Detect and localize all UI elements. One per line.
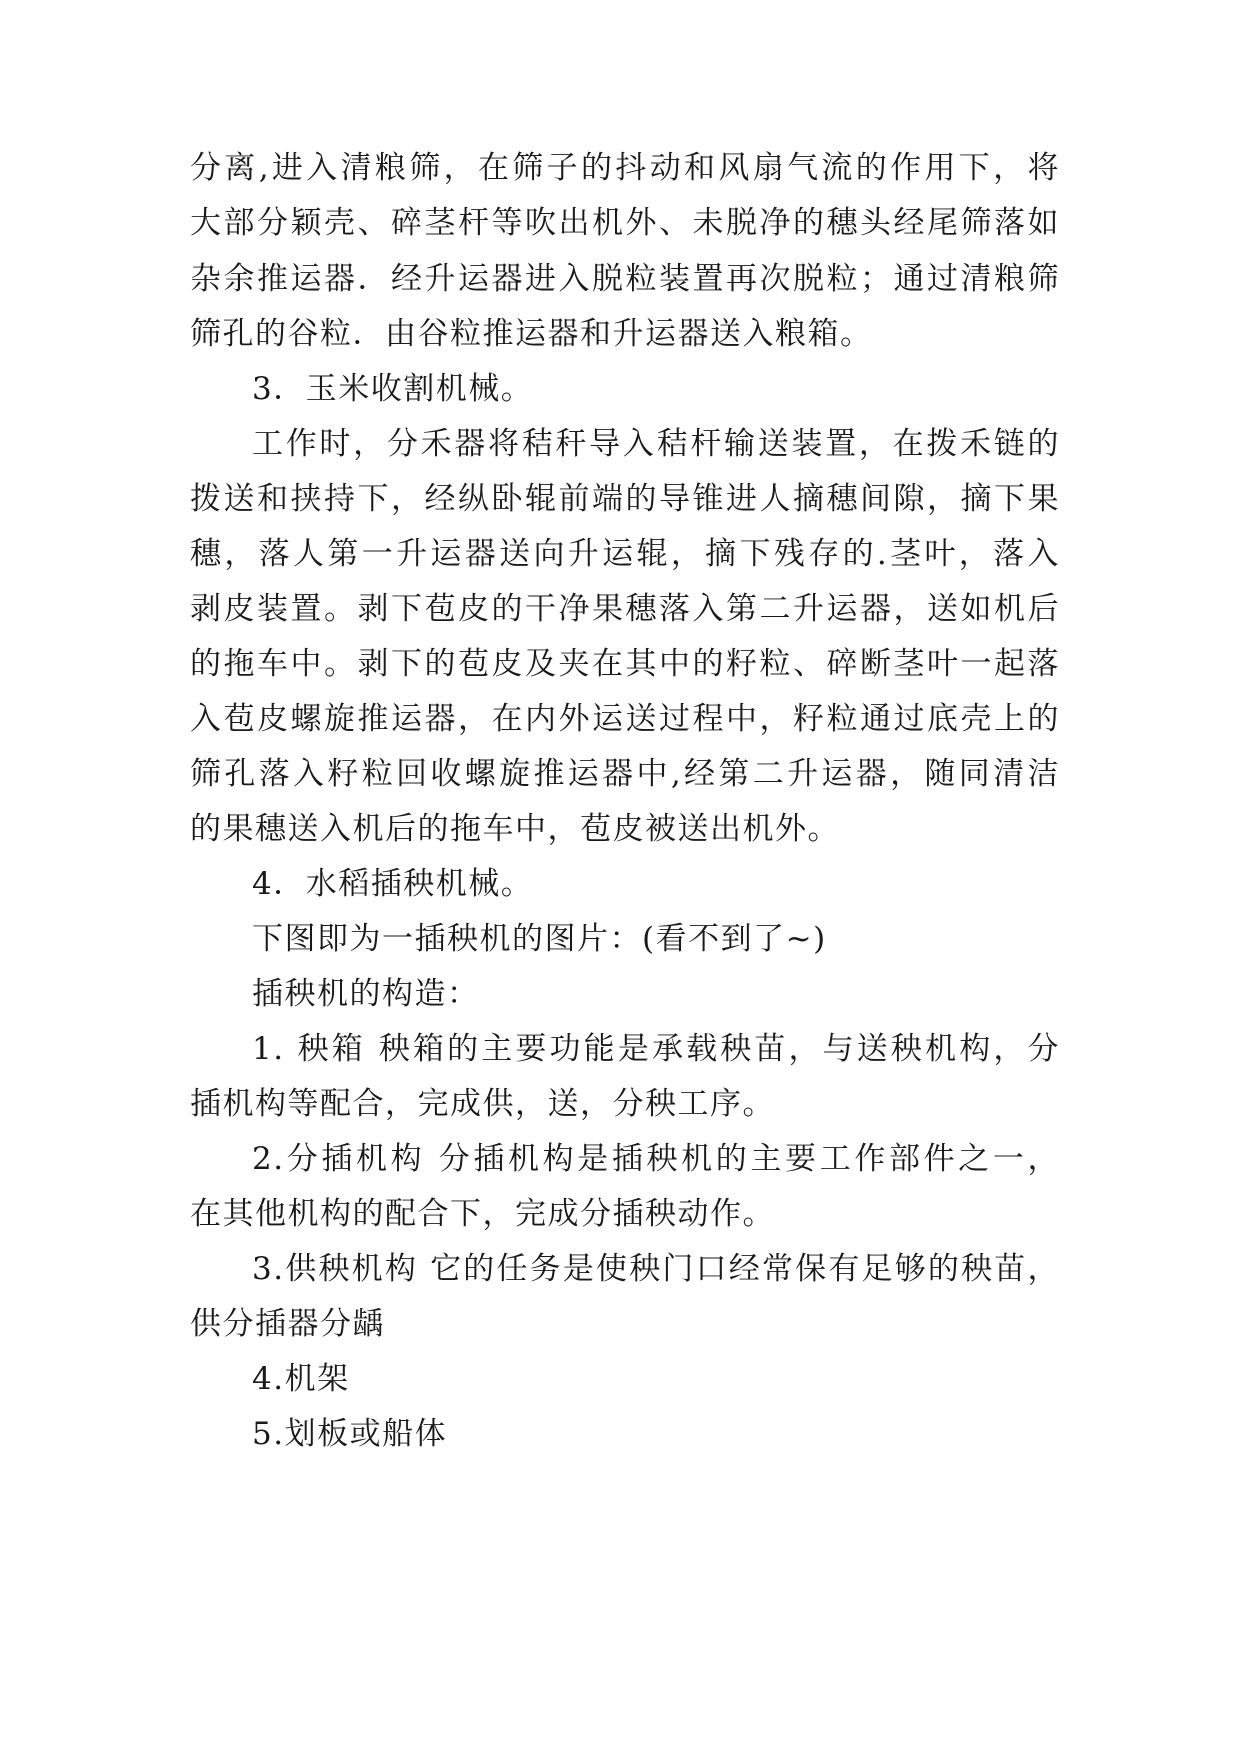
text-line: 剥皮装置。剥下苞皮的干净果穗落入第二升运器，送如机后 [190, 591, 1060, 627]
text-line: 筛孔落入籽粒回收螺旋推运器中,经第二升运器，随同清洁 [190, 756, 1060, 792]
text-line: 下图即为一插秧机的图片：(看不到了~) [252, 921, 827, 957]
text-line: 入苞皮螺旋推运器，在内外运送过程中，籽粒通过底壳上的 [190, 701, 1060, 737]
text-line: 供分插器分龋 [190, 1306, 385, 1342]
text-line: 穗，落人第一升运器送向升运辊，摘下残存的.茎叶，落入 [190, 536, 1060, 572]
text-line: 拨送和挟持下，经纵卧辊前端的导锥进人摘穗间隙，摘下果 [190, 481, 1060, 517]
text-line: 插机构等配合，完成供，送，分秧工序。 [190, 1086, 775, 1122]
section-heading: 4．水稻插秧机械。 [252, 866, 534, 902]
list-item: 1. 秧箱 秧箱的主要功能是承载秧苗，与送秧机构，分 [252, 1031, 1060, 1067]
text-line: 工作时，分禾器将秸秆导入秸杆输送装置，在拨禾链的 [252, 426, 1060, 462]
list-item: 2.分插机构 分插机构是插秧机的主要工作部件之一， [252, 1141, 1060, 1177]
text-line: 的拖车中。剥下的苞皮及夹在其中的籽粒、碎断茎叶一起落 [190, 646, 1060, 682]
text-line: 杂余推运器．经升运器进入脱粒装置再次脱粒；通过清粮筛 [190, 261, 1060, 297]
text-line: 在其他机构的配合下，完成分插秧动作。 [190, 1196, 775, 1232]
section-heading: 3．玉米收割机械。 [252, 371, 534, 407]
text-line: 插秧机的构造： [252, 976, 480, 1012]
list-item: 4.机架 [252, 1361, 350, 1397]
text-line: 大部分颖壳、碎茎杆等吹出机外、未脱净的穗头经尾筛落如 [190, 205, 1060, 241]
text-line: 筛孔的谷粒．由谷粒推运器和升运器送入粮箱。 [190, 316, 873, 352]
text-line: 的果穗送入机后的拖车中，苞皮被送出机外。 [190, 811, 840, 847]
list-item: 5.划板或船体 [252, 1416, 448, 1452]
list-item: 3.供秧机构 它的任务是使秧门口经常保有足够的秧苗， [252, 1251, 1060, 1287]
text-line: 分离,进入清粮筛，在筛子的抖动和风扇气流的作用下，将 [190, 150, 1060, 186]
